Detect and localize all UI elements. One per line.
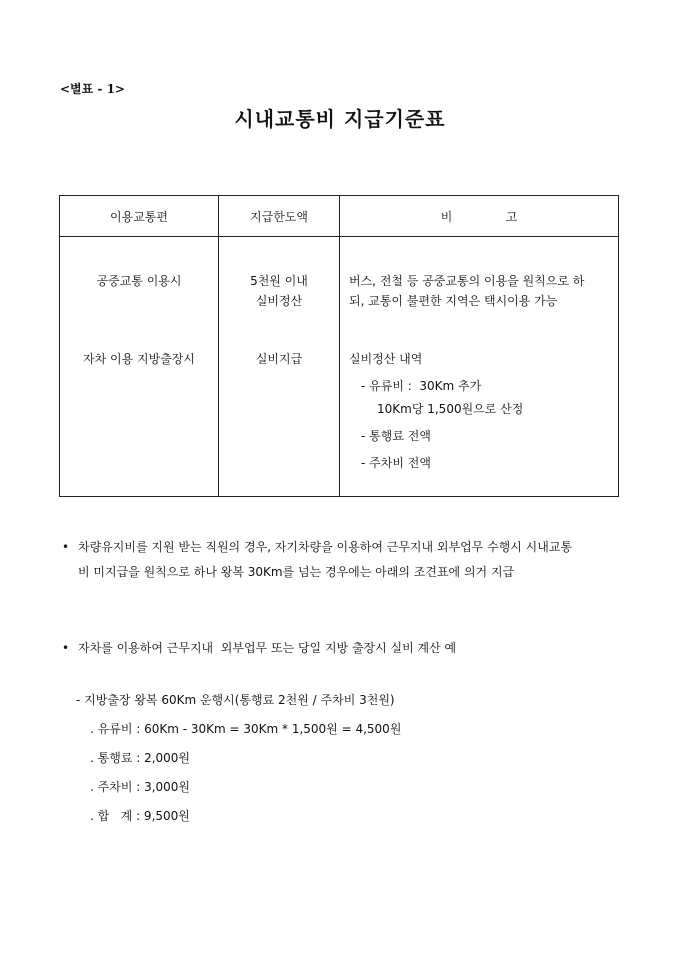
appendix-tag: <별표 - 1> — [60, 82, 125, 96]
note-line: 차량유지비를 지원 받는 직원의 경우, 자기차량을 이용하여 근무지내 외부업무 수행시 시내교통 — [78, 540, 573, 554]
limit-public-line-1: 5천원 이내 — [250, 274, 308, 288]
remarks-public-line-1: 버스, 전철 등 공중교통의 이용을 원칙으로 하 — [349, 274, 585, 288]
remarks-cell — [340, 237, 619, 497]
example-line-total: . 합 계 : 9,500원 — [90, 809, 190, 823]
column-header-remarks: 비 고 — [340, 196, 619, 237]
note-line: 비 미지급을 원칙으로 하나 왕복 30Km를 넘는 경우에는 아래의 조견표에 의거 지급 — [78, 565, 515, 579]
table-header-row — [60, 196, 619, 237]
remarks-item-fuel: - 유류비 : 30Km 추가 — [361, 379, 482, 393]
limit-cell — [219, 237, 340, 497]
column-header-limit: 지급한도액 — [219, 196, 340, 237]
note-car-allowance — [62, 535, 638, 585]
limit-public-line-2: 실비정산 — [255, 294, 303, 308]
page-title: 시내교통비 지급기준표 — [234, 107, 446, 131]
remarks-item-fuel-rate: 10Km당 1,500원으로 산정 — [377, 402, 524, 416]
remarks-item-parking: - 주차비 전액 — [361, 456, 431, 470]
note-line: 자차를 이용하여 근무지내 외부업무 또는 당일 지방 출장시 실비 계산 예 — [78, 641, 457, 655]
reimbursement-table — [59, 195, 619, 497]
limit-private: 실비지급 — [255, 352, 303, 366]
example-line-parking: . 주차비 : 3,000원 — [90, 780, 191, 794]
mode-public-transit: 공중교통 이용시 — [96, 274, 182, 288]
mode-private-car: 자차 이용 지방출장시 — [83, 352, 195, 366]
column-header-mode: 이용교통편 — [60, 196, 219, 237]
bullet-icon: • — [62, 540, 70, 554]
remarks-private-title: 실비정산 내역 — [349, 352, 423, 366]
example-line-toll: . 통행료 : 2,000원 — [90, 751, 191, 765]
mode-cell — [60, 237, 219, 497]
calculation-example — [76, 690, 401, 835]
note-calculation-example — [62, 636, 638, 661]
example-heading: - 지방출장 왕복 60Km 운행시(통행료 2천원 / 주차비 3천원) — [76, 693, 395, 707]
remarks-public-line-2: 되, 교통이 불편한 지역은 택시이용 가능 — [349, 294, 558, 308]
bullet-icon: • — [62, 641, 70, 655]
remarks-item-toll: - 통행료 전액 — [361, 429, 431, 443]
table-body-row — [60, 237, 619, 497]
example-line-fuel: . 유류비 : 60Km - 30Km = 30Km * 1,500원 = 4,500원 — [90, 722, 402, 736]
